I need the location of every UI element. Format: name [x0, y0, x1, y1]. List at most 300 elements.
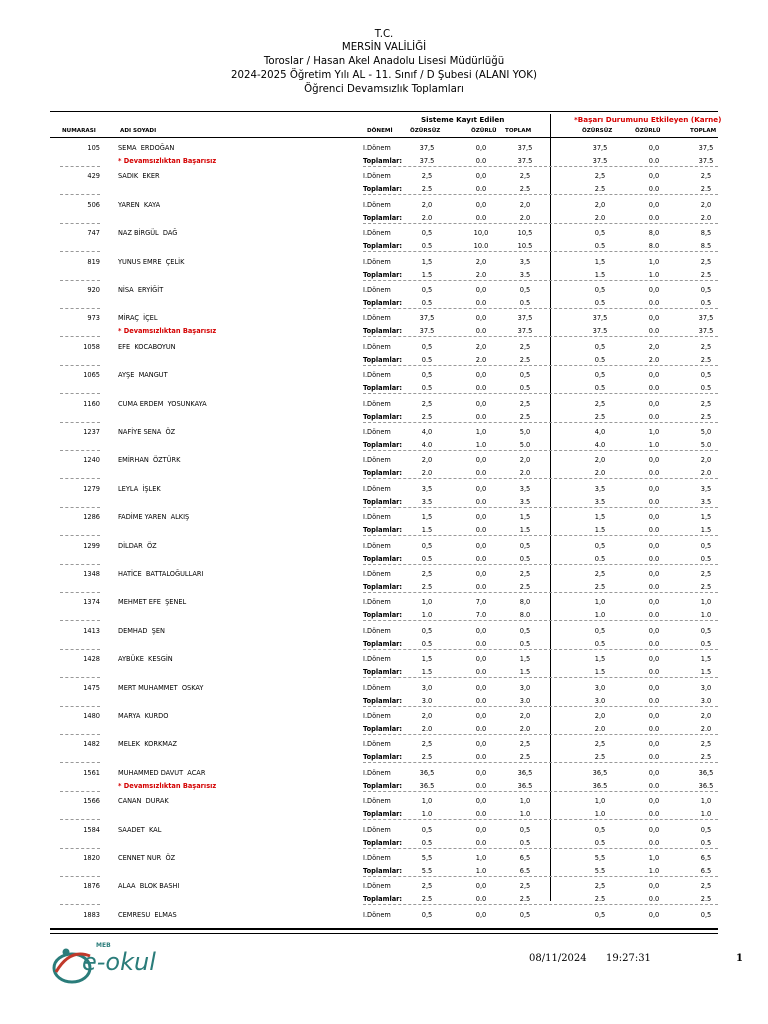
term-label: I.Dönem [363, 769, 391, 777]
student-name: CANAN DURAK [118, 797, 169, 805]
total-value: 37.5 [517, 157, 533, 165]
col-ozurlu: ÖZÜRLÜ [471, 128, 497, 134]
totals-label: Toplamlar: [363, 583, 403, 591]
row-separator [60, 194, 100, 195]
total-value: 0.0 [475, 810, 487, 818]
total-value: 0.0 [475, 640, 487, 648]
header-rule [50, 137, 718, 138]
total-value: 37.5 [698, 157, 714, 165]
term-value: 1,0 [475, 854, 487, 862]
totals-label: Toplamlar: [363, 725, 403, 733]
col-donemi: DÖNEMİ [367, 128, 393, 134]
row-separator [60, 450, 100, 451]
total-value: 0.5 [594, 839, 606, 847]
student-number: 1428 [83, 655, 100, 663]
term-value: 2,0 [700, 201, 712, 209]
totals-label: Toplamlar: [363, 526, 403, 534]
total-value: 0.0 [475, 413, 487, 421]
totals-label: Toplamlar: [363, 271, 403, 279]
term-value: 10,0 [473, 229, 489, 237]
row-separator [363, 734, 718, 735]
row-separator [60, 734, 100, 735]
term-value: 37,5 [698, 144, 714, 152]
print-time: 19:27:31 [606, 953, 651, 964]
total-value: 2.5 [519, 753, 531, 761]
term-value: 0,0 [648, 371, 660, 379]
totals-label: Toplamlar: [363, 555, 403, 563]
total-value: 8.5 [700, 242, 712, 250]
col-adi: ADI SOYADI [120, 128, 157, 134]
term-value: 1,5 [519, 655, 531, 663]
row-separator [363, 393, 718, 394]
total-value: 36.5 [592, 782, 608, 790]
row-separator [60, 677, 100, 678]
term-value: 2,0 [700, 712, 712, 720]
row-separator [60, 564, 100, 565]
student-name: LEYLA İŞLEK [118, 485, 161, 493]
total-value: 0.0 [648, 299, 660, 307]
student-number: 1240 [83, 456, 100, 464]
col-k-ozurlu: ÖZÜRLÜ [635, 128, 661, 134]
fail-warning: * Devamsızlıktan Başarısız [118, 782, 217, 790]
term-value: 1,0 [700, 797, 712, 805]
term-value: 1,0 [594, 797, 606, 805]
total-value: 1.0 [648, 441, 660, 449]
total-value: 5.0 [700, 441, 712, 449]
term-value: 1,0 [700, 598, 712, 606]
totals-label: Toplamlar: [363, 242, 403, 250]
totals-label: Toplamlar: [363, 413, 403, 421]
term-value: 0,0 [648, 513, 660, 521]
student-number: 1475 [83, 684, 100, 692]
total-value: 2.0 [648, 356, 660, 364]
total-value: 3.0 [700, 697, 712, 705]
row-separator [60, 535, 100, 536]
student-number: 1237 [83, 428, 100, 436]
total-value: 0.0 [475, 384, 487, 392]
total-value: 1.5 [421, 668, 433, 676]
term-value: 5,5 [421, 854, 433, 862]
term-value: 1,5 [700, 513, 712, 521]
term-value: 2,0 [594, 201, 606, 209]
total-value: 0.0 [648, 753, 660, 761]
row-separator [363, 904, 718, 905]
term-value: 2,5 [421, 400, 433, 408]
term-value: 0,5 [519, 627, 531, 635]
total-value: 2.0 [700, 469, 712, 477]
total-value: 1.0 [475, 867, 487, 875]
student-number: 1482 [83, 740, 100, 748]
total-value: 0.0 [475, 697, 487, 705]
student-name: MUHAMMED DAVUT ACAR [118, 769, 206, 777]
totals-label: Toplamlar: [363, 839, 403, 847]
total-value: 0.0 [648, 498, 660, 506]
term-label: I.Dönem [363, 797, 391, 805]
term-value: 2,5 [421, 570, 433, 578]
row-separator [60, 336, 100, 337]
term-value: 2,5 [519, 172, 531, 180]
term-value: 1,5 [421, 655, 433, 663]
term-value: 2,5 [519, 570, 531, 578]
row-separator [60, 762, 100, 763]
row-separator [363, 478, 718, 479]
term-value: 0,5 [594, 229, 606, 237]
total-value: 0.5 [519, 839, 531, 847]
totals-label: Toplamlar: [363, 469, 403, 477]
term-value: 0,5 [421, 826, 433, 834]
student-name: HATİCE BATTALOĞULLARI [118, 570, 204, 578]
term-value: 0,0 [475, 172, 487, 180]
term-label: I.Dönem [363, 286, 391, 294]
total-value: 0.5 [519, 555, 531, 563]
row-separator [60, 706, 100, 707]
total-value: 7.0 [475, 611, 487, 619]
term-value: 0,5 [421, 911, 433, 919]
total-value: 2.5 [421, 413, 433, 421]
row-separator [60, 507, 100, 508]
student-name: YUNUS EMRE ÇELİK [118, 258, 185, 266]
row-separator [60, 478, 100, 479]
total-value: 37.5 [592, 157, 608, 165]
row-separator [60, 592, 100, 593]
col-ozursuz: ÖZÜRSÜZ [410, 128, 441, 134]
row-separator [60, 649, 100, 650]
total-value: 0.5 [519, 384, 531, 392]
term-value: 0,0 [475, 684, 487, 692]
term-label: I.Dönem [363, 371, 391, 379]
term-value: 0,5 [700, 542, 712, 550]
term-value: 2,5 [421, 172, 433, 180]
term-value: 2,5 [594, 570, 606, 578]
term-value: 2,0 [421, 456, 433, 464]
total-value: 5.5 [421, 867, 433, 875]
student-name: DİLDAR ÖZ [118, 542, 157, 550]
total-value: 0.0 [648, 725, 660, 733]
term-value: 0,0 [648, 911, 660, 919]
row-separator [60, 308, 100, 309]
term-value: 0,0 [475, 371, 487, 379]
total-value: 0.0 [648, 469, 660, 477]
totals-label: Toplamlar: [363, 640, 403, 648]
term-value: 6,5 [700, 854, 712, 862]
student-name: DEMHAD ŞEN [118, 627, 165, 635]
row-separator [60, 365, 100, 366]
term-label: I.Dönem [363, 882, 391, 890]
total-value: 0.5 [519, 299, 531, 307]
term-value: 0,0 [475, 882, 487, 890]
term-value: 5,5 [594, 854, 606, 862]
row-separator [363, 706, 718, 707]
total-value: 1.5 [594, 271, 606, 279]
term-value: 3,5 [519, 258, 531, 266]
term-value: 0,0 [475, 570, 487, 578]
student-name: SADIK EKER [118, 172, 160, 180]
total-value: 6.5 [700, 867, 712, 875]
total-value: 0.5 [421, 356, 433, 364]
term-label: I.Dönem [363, 655, 391, 663]
total-value: 1.0 [700, 810, 712, 818]
student-name: SEMA ERDOĞAN [118, 144, 175, 152]
total-value: 2.5 [594, 753, 606, 761]
row-separator [60, 251, 100, 252]
row-separator [363, 649, 718, 650]
total-value: 0.5 [594, 384, 606, 392]
totals-label: Toplamlar: [363, 441, 403, 449]
total-value: 8.0 [648, 242, 660, 250]
footer-rule-2 [50, 933, 718, 934]
term-value: 0,5 [594, 371, 606, 379]
total-value: 37.5 [698, 327, 714, 335]
total-value: 36.5 [517, 782, 533, 790]
total-value: 2.5 [421, 895, 433, 903]
row-separator [363, 848, 718, 849]
total-value: 0.5 [421, 242, 433, 250]
term-value: 0,5 [594, 286, 606, 294]
student-number: 1584 [83, 826, 100, 834]
term-value: 1,5 [700, 655, 712, 663]
total-value: 36.5 [698, 782, 714, 790]
total-value: 37.5 [592, 327, 608, 335]
total-value: 0.5 [700, 640, 712, 648]
term-value: 0,0 [475, 513, 487, 521]
total-value: 2.0 [700, 725, 712, 733]
term-label: I.Dönem [363, 485, 391, 493]
row-separator [363, 535, 718, 536]
total-value: 1.0 [700, 611, 712, 619]
term-value: 0,0 [648, 485, 660, 493]
term-value: 37,5 [517, 314, 533, 322]
student-name: NAFİYE SENA ÖZ [118, 428, 176, 436]
totals-label: Toplamlar: [363, 782, 403, 790]
term-value: 37,5 [419, 314, 435, 322]
term-value: 1,0 [648, 854, 660, 862]
total-value: 0.0 [475, 583, 487, 591]
student-number: 1876 [83, 882, 100, 890]
total-value: 0.5 [700, 839, 712, 847]
row-separator [60, 819, 100, 820]
total-value: 2.5 [421, 583, 433, 591]
term-value: 2,5 [700, 258, 712, 266]
total-value: 2.5 [700, 271, 712, 279]
total-value: 0.0 [475, 725, 487, 733]
total-value: 0.5 [700, 555, 712, 563]
row-separator [363, 194, 718, 195]
row-separator [363, 422, 718, 423]
total-value: 1.5 [421, 271, 433, 279]
total-value: 0.0 [648, 895, 660, 903]
term-value: 0,5 [519, 286, 531, 294]
term-value: 2,5 [594, 400, 606, 408]
row-separator [60, 422, 100, 423]
student-number: 1160 [83, 400, 100, 408]
term-value: 2,0 [475, 343, 487, 351]
total-value: 2.5 [700, 356, 712, 364]
total-value: 4.0 [594, 441, 606, 449]
total-value: 0.5 [700, 299, 712, 307]
student-name: CUMA ERDEM YOSUNKAYA [118, 400, 207, 408]
term-value: 1,0 [519, 797, 531, 805]
student-name: AYŞE MANGUT [118, 371, 168, 379]
term-label: I.Dönem [363, 570, 391, 578]
total-value: 1.0 [421, 611, 433, 619]
term-value: 0,5 [700, 826, 712, 834]
total-value: 2.0 [519, 469, 531, 477]
term-label: I.Dönem [363, 428, 391, 436]
student-number: 1058 [83, 343, 100, 351]
row-separator [60, 393, 100, 394]
total-value: 0.5 [421, 839, 433, 847]
term-value: 8,0 [648, 229, 660, 237]
term-value: 0,0 [648, 570, 660, 578]
total-value: 1.5 [421, 526, 433, 534]
term-value: 1,0 [475, 428, 487, 436]
total-value: 2.5 [700, 583, 712, 591]
total-value: 3.0 [594, 697, 606, 705]
header-tc: T.C. [374, 29, 394, 40]
row-separator [363, 507, 718, 508]
total-value: 2.5 [421, 753, 433, 761]
term-value: 3,5 [519, 485, 531, 493]
total-value: 0.0 [475, 498, 487, 506]
term-value: 37,5 [592, 314, 608, 322]
term-value: 0,0 [648, 627, 660, 635]
totals-label: Toplamlar: [363, 299, 403, 307]
term-value: 5,0 [700, 428, 712, 436]
term-value: 0,0 [648, 201, 660, 209]
student-name: AYBÜKE KESGİN [118, 655, 173, 663]
total-value: 0.0 [648, 640, 660, 648]
term-value: 3,0 [519, 684, 531, 692]
total-value: 2.0 [700, 214, 712, 222]
student-number: 1480 [83, 712, 100, 720]
term-value: 0,0 [475, 286, 487, 294]
total-value: 2.5 [519, 185, 531, 193]
total-value: 1.5 [700, 526, 712, 534]
term-value: 0,5 [519, 826, 531, 834]
student-number: 1566 [83, 797, 100, 805]
row-separator [363, 592, 718, 593]
term-value: 0,5 [594, 542, 606, 550]
student-number: 1561 [83, 769, 100, 777]
total-value: 2.0 [475, 356, 487, 364]
total-value: 0.0 [475, 895, 487, 903]
term-value: 0,5 [700, 371, 712, 379]
term-value: 2,5 [421, 882, 433, 890]
term-value: 36,5 [419, 769, 435, 777]
term-value: 1,0 [421, 797, 433, 805]
total-value: 0.0 [648, 413, 660, 421]
student-number: 1374 [83, 598, 100, 606]
total-value: 1.5 [700, 668, 712, 676]
total-value: 0.0 [475, 839, 487, 847]
term-value: 0,5 [594, 343, 606, 351]
term-label: I.Dönem [363, 513, 391, 521]
total-value: 3.5 [519, 498, 531, 506]
term-value: 1,5 [421, 513, 433, 521]
term-label: I.Dönem [363, 343, 391, 351]
total-value: 2.0 [421, 214, 433, 222]
term-label: I.Dönem [363, 144, 391, 152]
term-value: 1,5 [594, 258, 606, 266]
total-value: 0.0 [475, 157, 487, 165]
term-value: 0,0 [475, 826, 487, 834]
student-name: SAADET KAL [118, 826, 162, 834]
term-value: 0,0 [475, 456, 487, 464]
total-value: 1.0 [519, 810, 531, 818]
total-value: 0.5 [421, 384, 433, 392]
term-value: 2,0 [421, 201, 433, 209]
term-label: I.Dönem [363, 400, 391, 408]
term-label: I.Dönem [363, 456, 391, 464]
total-value: 0.5 [594, 640, 606, 648]
total-value: 0.0 [475, 526, 487, 534]
row-separator [363, 791, 718, 792]
totals-label: Toplamlar: [363, 895, 403, 903]
total-value: 1.0 [475, 441, 487, 449]
row-separator [363, 450, 718, 451]
total-value: 2.5 [421, 185, 433, 193]
total-value: 0.5 [519, 640, 531, 648]
term-value: 0,0 [475, 740, 487, 748]
totals-label: Toplamlar: [363, 697, 403, 705]
term-value: 2,0 [648, 343, 660, 351]
student-number: 1348 [83, 570, 100, 578]
term-value: 0,0 [648, 286, 660, 294]
student-number: 920 [87, 286, 100, 294]
term-value: 0,0 [648, 740, 660, 748]
total-value: 2.0 [475, 271, 487, 279]
total-value: 36.5 [419, 782, 435, 790]
term-value: 3,5 [594, 485, 606, 493]
student-name: EFE KOCABOYUN [118, 343, 176, 351]
totals-label: Toplamlar: [363, 498, 403, 506]
term-value: 1,5 [421, 258, 433, 266]
term-value: 0,0 [648, 797, 660, 805]
term-value: 0,0 [475, 201, 487, 209]
student-name: MERT MUHAMMET OSKAY [118, 684, 204, 692]
term-label: I.Dönem [363, 911, 391, 919]
total-value: 0.5 [421, 555, 433, 563]
header-title: Öğrenci Devamsızlık Toplamları [304, 84, 464, 95]
row-separator [60, 791, 100, 792]
term-value: 0,5 [519, 911, 531, 919]
term-value: 0,0 [475, 400, 487, 408]
term-value: 3,0 [700, 684, 712, 692]
student-name: FADİME YAREN ALKIŞ [118, 513, 190, 521]
total-value: 0.0 [648, 583, 660, 591]
term-value: 0,0 [475, 485, 487, 493]
term-value: 2,0 [700, 456, 712, 464]
term-value: 1,0 [648, 428, 660, 436]
total-value: 10.5 [517, 242, 533, 250]
term-label: I.Dönem [363, 542, 391, 550]
row-separator [363, 166, 718, 167]
student-number: 1413 [83, 627, 100, 635]
total-value: 3.5 [700, 498, 712, 506]
total-value: 0.0 [648, 157, 660, 165]
term-value: 1,5 [519, 513, 531, 521]
total-value: 1.0 [648, 271, 660, 279]
term-label: I.Dönem [363, 627, 391, 635]
total-value: 0.5 [594, 555, 606, 563]
term-value: 0,0 [648, 882, 660, 890]
term-value: 2,5 [519, 740, 531, 748]
student-number: 1299 [83, 542, 100, 550]
totals-label: Toplamlar: [363, 157, 403, 165]
fail-warning: * Devamsızlıktan Başarısız [118, 157, 217, 165]
row-separator [363, 564, 718, 565]
term-value: 0,0 [475, 314, 487, 322]
